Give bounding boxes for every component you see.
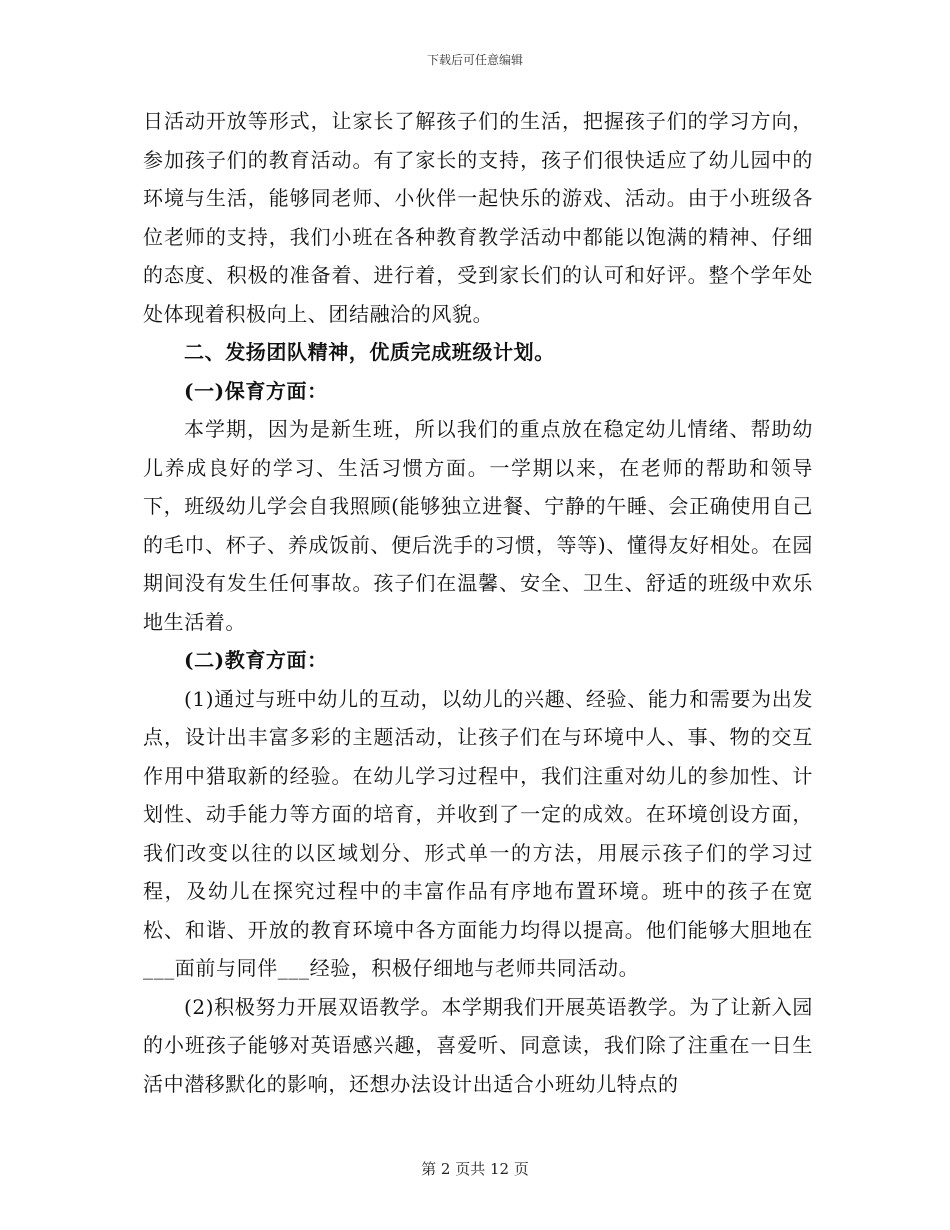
subsection-heading-education: (二)教育方面： (184, 648, 328, 672)
paragraph-education-2: (2)积极努力开展双语教学。本学期我们开展英语教学。为了让新入园的小班孩子能够对英语感兴趣，喜爱听、同意读，我们除了注重在一日生活中潜移默化的影响，还想办法设计出适合小班幼儿特点的 (143, 994, 813, 1096)
header-note: 下载后可任意编辑 (426, 53, 523, 67)
paragraph-continuation: 日活动开放等形式，让家长了解孩子们的生活，把握孩子们的学习方向，参加孩子们的教育活动。有了家长的支持，孩子们很快适应了幼儿园中的环境与生活，能够同老师、小伙伴一起快乐的游戏、活动。由于小班级各位老师的支持，我们小班在各种教育教学活动中都能以饱满的精神、仔细的态度、积极的准备着、进行着，受到家长们的认可和好评。整个学年处处体现着积极向上、团结融洽的风貌。 (143, 109, 813, 326)
document-body (143, 102, 813, 1103)
page-header (0, 52, 950, 68)
subsection-heading-care: (一)保育方面： (184, 378, 328, 403)
paragraph-education-1: (1)通过与班中幼儿的互动，以幼儿的兴趣、经验、能力和需要为出发点，设计出丰富多彩的主题活动，让孩子们在与环境中人、事、物的交互作用中猎取新的经验。在幼儿学习过程中，我们注重对幼儿的参加性、计划性、动手能力等方面的培育，并收到了一定的成效。在环境创设方面，我们改变以往的以区域划分、形式单一的方法，用展示孩子们的学习过程，及幼儿在探究过程中的丰富作品有序地布置环境。班中的孩子在宽松、和谐、开放的教育环境中各方面能力均得以提高。他们能够大胆地在___面前与同伴___经验，积极仔细地与老师共同活动。 (143, 686, 813, 980)
page-footer (0, 1159, 950, 1179)
paragraph-care: 本学期，因为是新生班，所以我们的重点放在稳定幼儿情绪、帮助幼儿养成良好的学习、生活习惯方面。一学期以来，在老师的帮助和领导下，班级幼儿学会自我照顾(能够独立进餐、宁静的午睡、会正确使用自己的毛巾、杯子、养成饭前、便后洗手的习惯，等等)、懂得友好相处。在园期间没有发生任何事故。孩子们在温馨、安全、卫生、舒适的班级中欢乐地生活着。 (143, 417, 813, 634)
section-heading: 二、发扬团队精神，优质完成班级计划。 (184, 340, 555, 364)
page-number: 第 2 页共 12 页 (421, 1160, 529, 1178)
